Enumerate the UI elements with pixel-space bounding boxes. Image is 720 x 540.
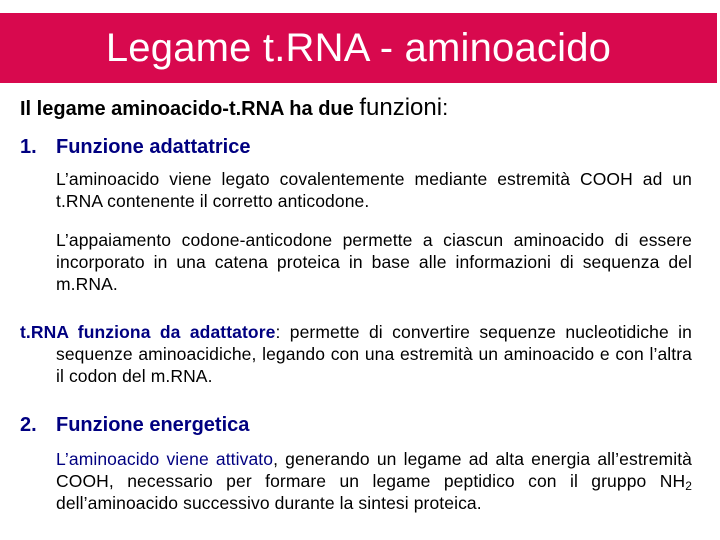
section1-number: 1.	[20, 136, 37, 158]
section2-subscript: 2	[685, 479, 692, 493]
title-banner	[0, 13, 717, 83]
section1-heading	[20, 136, 250, 159]
section1-paragraph-2: L’appaiamento codone-anticodone permette a ciascun aminoacido di essere incorporato in una catena proteica in base alle informazioni di sequenza del m.RNA.	[56, 230, 692, 294]
page-title: Legame t.RNA - aminoacido	[105, 25, 612, 70]
adapter-lead: t.RNA funziona da adattatore	[20, 322, 276, 342]
intro-colon: :	[442, 95, 449, 120]
section1-paragraph-1: L’aminoacido viene legato covalentemente mediante estremità COOH ad un t.RNA contenente il corretto anticodone.	[56, 169, 692, 211]
section1-label: Funzione adattatrice	[56, 136, 251, 158]
section2-lead: L’aminoacido viene attivato	[56, 449, 274, 469]
intro-text: Il legame aminoacido-t.RNA ha due	[20, 98, 360, 120]
section2-label: Funzione energetica	[56, 414, 250, 436]
adapter-rest: : permette di convertire sequenze nucleotidiche in sequenze aminoacidiche, legando con una estremità un aminoacido e con l’altra il codon del m.RNA.	[56, 322, 692, 386]
section2-paragraph	[56, 448, 692, 514]
section2-text-b: dell’aminoacido successivo durante la sintesi proteica.	[56, 493, 482, 513]
section2-heading	[20, 414, 249, 437]
section2-number: 2.	[20, 414, 37, 436]
adapter-paragraph	[20, 321, 692, 387]
section2-text-a: , generando un legame ad alta energia all’estremità COOH, necessario per formare un legame peptidico con il gruppo NH	[56, 449, 693, 491]
intro-line	[20, 94, 448, 122]
intro-emphasis: funzioni	[359, 94, 443, 121]
